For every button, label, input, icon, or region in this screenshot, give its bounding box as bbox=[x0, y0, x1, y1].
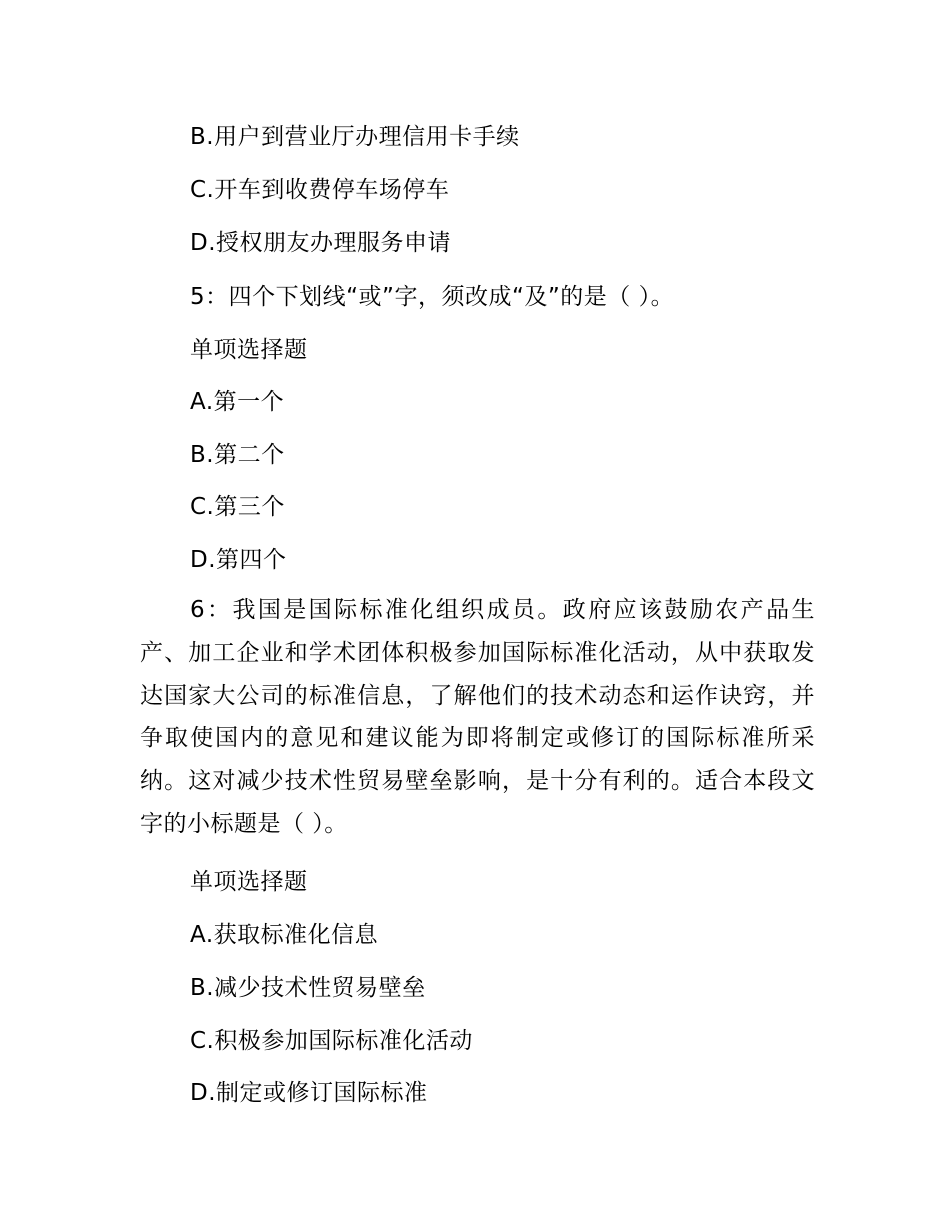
q6-option-b: B.减少技术性贸易壁垒 bbox=[190, 975, 426, 1001]
q6-question-type: 单项选择题 bbox=[190, 869, 308, 895]
q6-option-d: D.制定或修订国际标准 bbox=[190, 1080, 428, 1106]
q4-option-d: D.授权朋友办理服务申请 bbox=[190, 230, 452, 256]
q6-stem: 6：我国是国际标准化组织成员。政府应该鼓励农产品生产、加工企业和学术团体积极参加国际标准化活动，从中获取发达国家大公司的标准信息，了解他们的技术动态和运作诀窍，并争取使国内的意见和建议能为即将制定或修订的国际标准所采纳。这对减少技术性贸易壁垒影响，是十分有利的。适合本段文字的小标题是（ ）。 bbox=[140, 597, 815, 837]
q5-option-c: C.第三个 bbox=[190, 494, 285, 520]
q5-option-b: B.第二个 bbox=[190, 442, 285, 468]
q4-option-b: B.用户到营业厅办理信用卡手续 bbox=[190, 124, 520, 150]
q5-stem: 5：四个下划线“或”字，须改成“及”的是（ ）。 bbox=[190, 284, 675, 310]
q6-option-a: A.获取标准化信息 bbox=[190, 922, 379, 948]
q6-option-c: C.积极参加国际标准化活动 bbox=[190, 1028, 473, 1054]
q5-option-d: D.第四个 bbox=[190, 547, 287, 573]
q5-question-type: 单项选择题 bbox=[190, 337, 308, 363]
q5-option-a: A.第一个 bbox=[190, 389, 285, 415]
q4-option-c: C.开车到收费停车场停车 bbox=[190, 177, 450, 203]
